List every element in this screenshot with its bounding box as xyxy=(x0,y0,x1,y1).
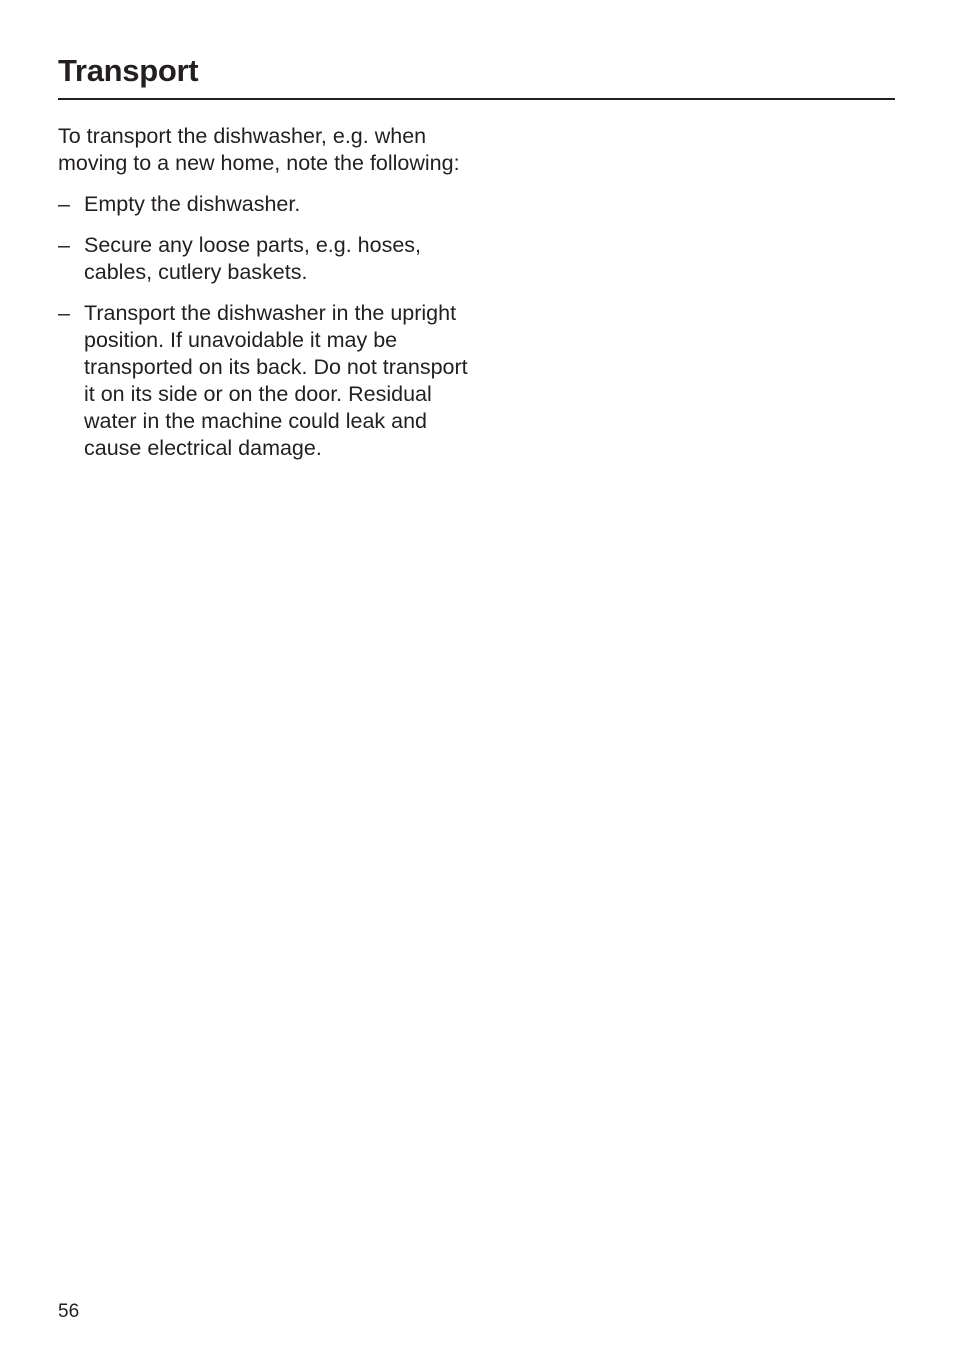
page-title: Transport xyxy=(58,53,199,88)
page-number: 56 xyxy=(58,1301,80,1322)
list-item-text: Secure any loose parts, e.g. hoses, cables, cutlery baskets. xyxy=(84,233,422,284)
list-item-text: Transport the dishwasher in the upright position. If unavoidable it may be transported on its back. Do not transport it on its side or on the door. Residual water in the machine could leak and cause electrical damage. xyxy=(84,301,468,460)
dash-bullet-icon: – xyxy=(58,233,70,257)
dash-bullet-icon: – xyxy=(58,192,70,216)
dash-bullet-icon: – xyxy=(58,301,70,325)
list-item xyxy=(58,300,468,462)
instruction-list xyxy=(58,191,468,462)
list-item-text: Empty the dishwasher. xyxy=(84,192,301,216)
title-divider xyxy=(58,98,895,100)
list-item xyxy=(58,191,468,218)
section-body xyxy=(58,123,468,476)
list-item xyxy=(58,232,468,286)
intro-paragraph: To transport the dishwasher, e.g. when moving to a new home, note the following: xyxy=(58,124,460,175)
